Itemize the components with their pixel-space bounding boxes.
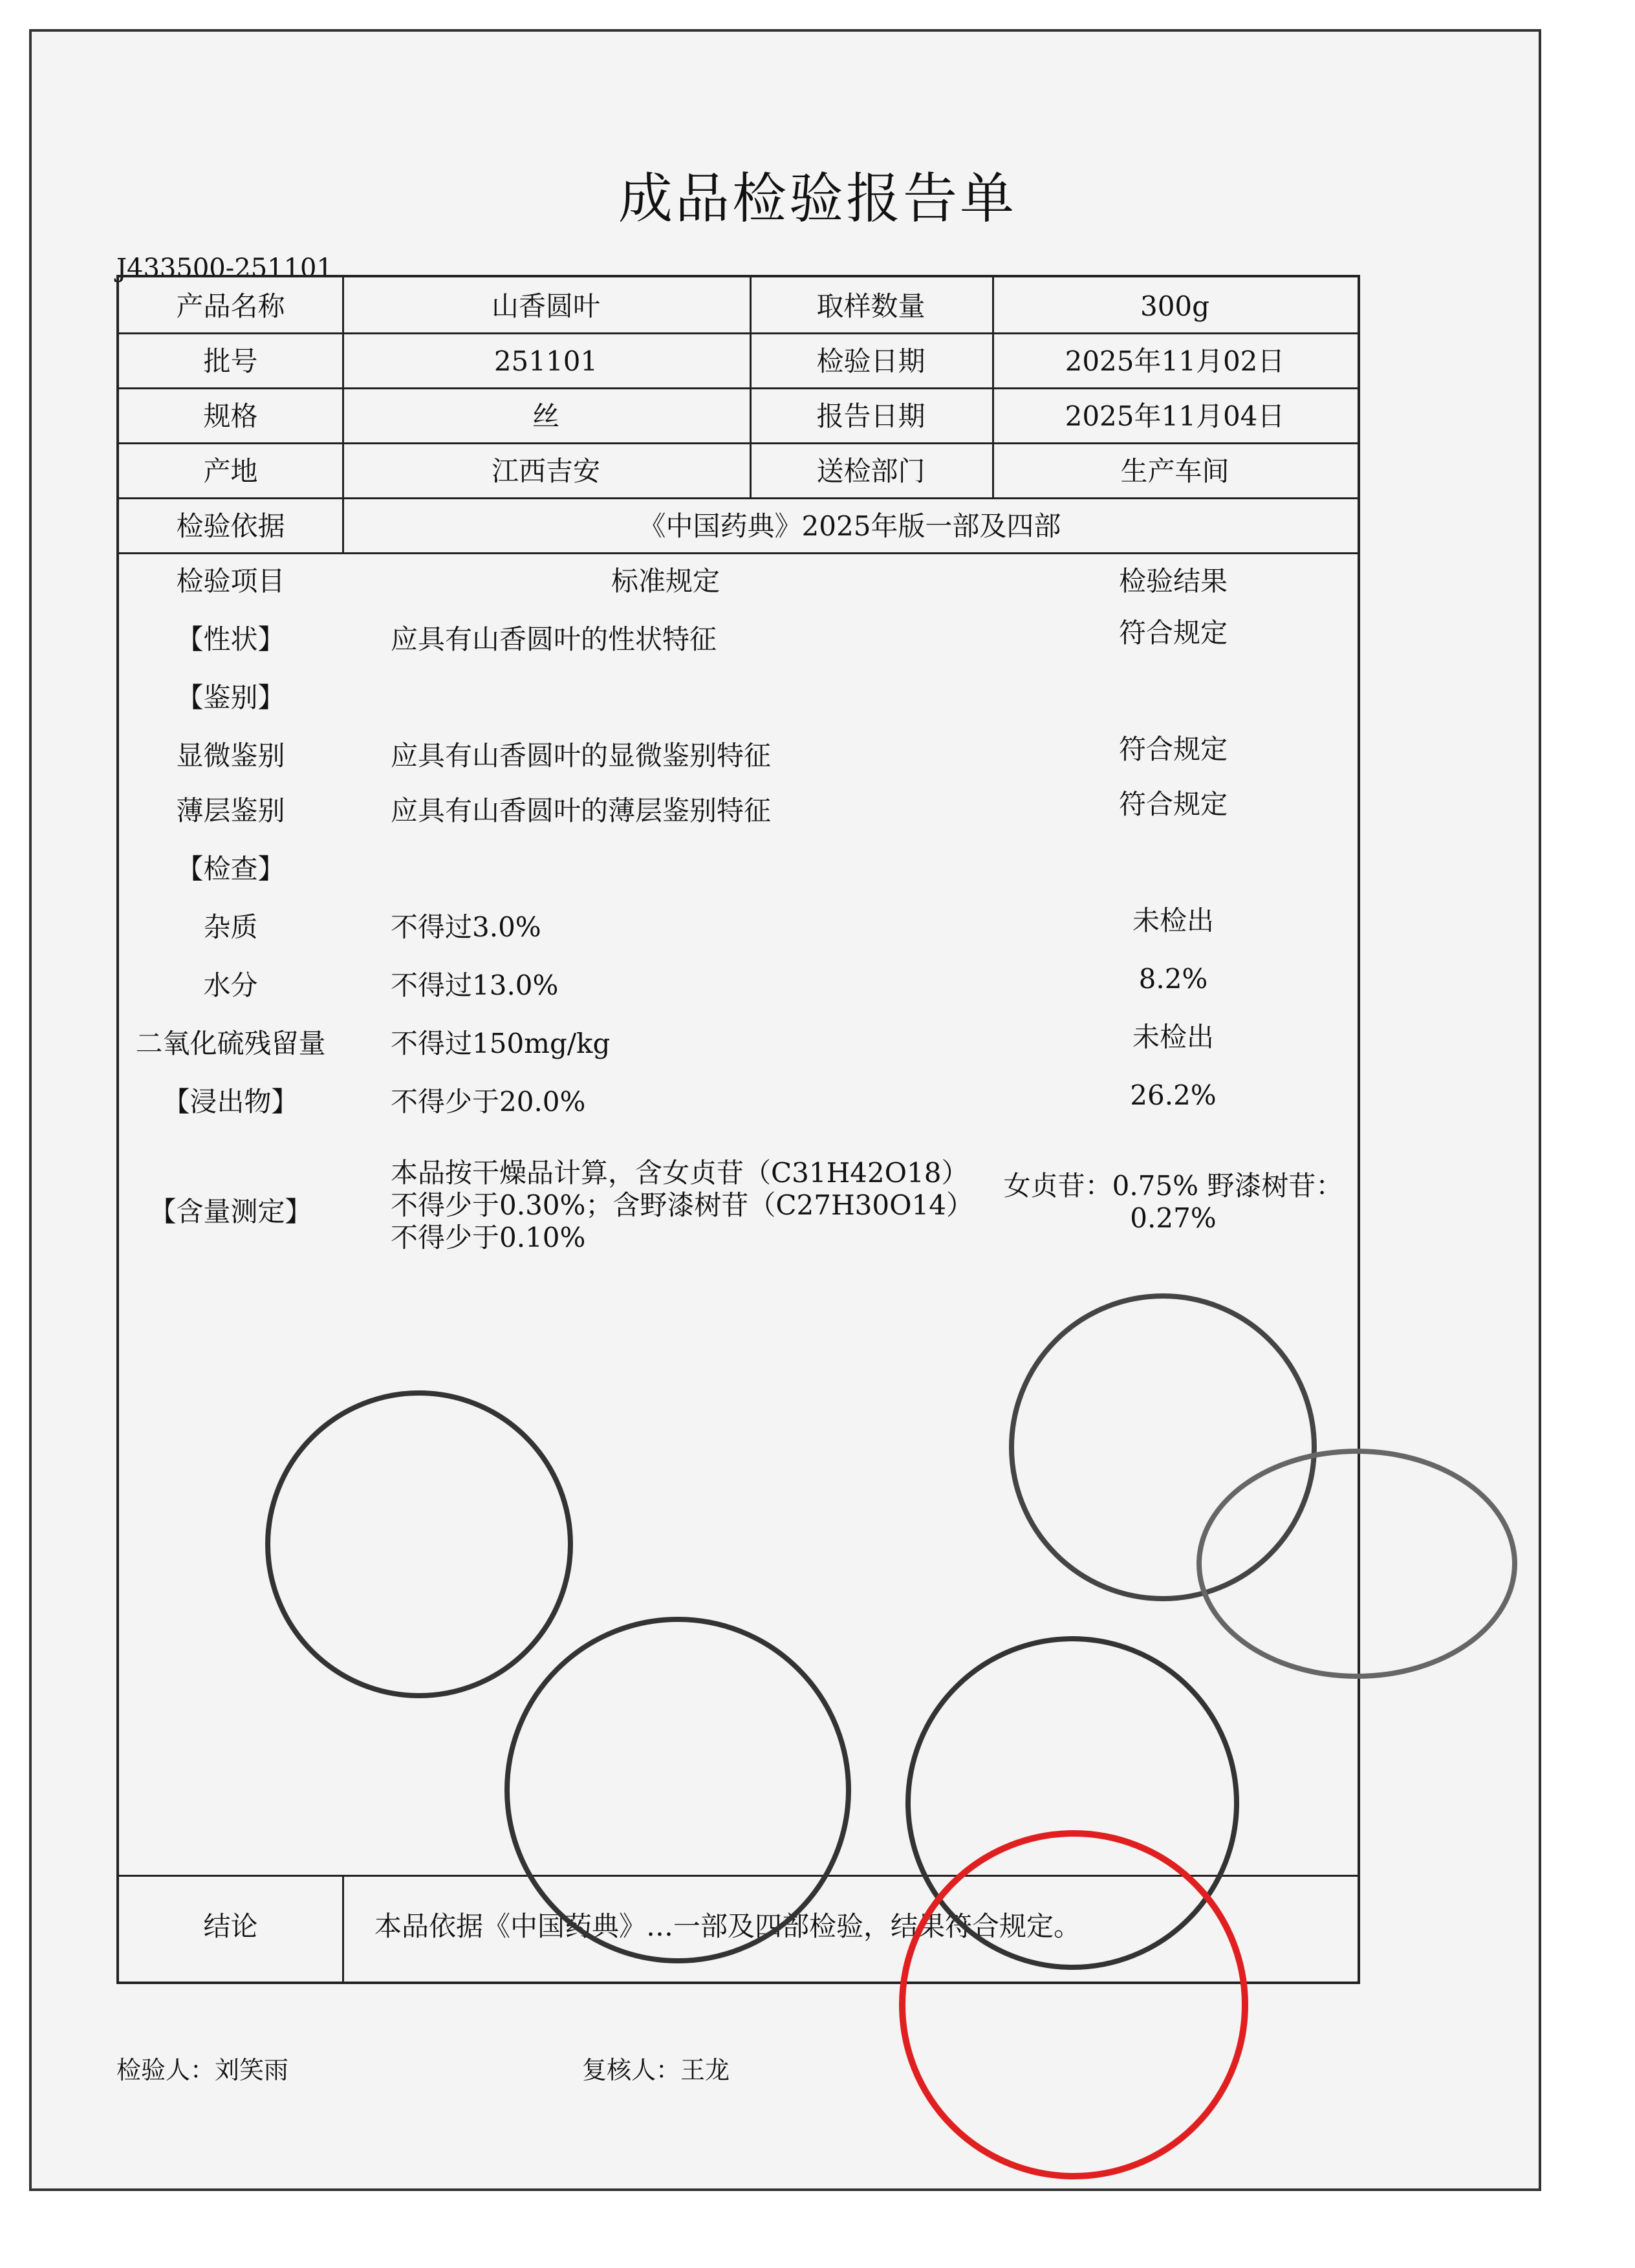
label-inspect-date: 检验日期: [816, 345, 926, 377]
reviewer-name: 王龙: [680, 2056, 730, 2084]
value-product-name: 山香圆叶: [491, 290, 600, 322]
inspector-label: 检验人：: [116, 2056, 215, 2084]
item-name: 薄层鉴别: [176, 795, 285, 826]
label-batch: 批号: [203, 345, 258, 377]
value-dept: 生产车间: [1120, 455, 1229, 487]
doc-number-value: J433500-251101: [116, 254, 333, 283]
item-standard: 应具有山香圆叶的性状特征: [391, 623, 717, 655]
col-item: 检验项目: [176, 565, 285, 597]
inspector: [116, 2050, 288, 2086]
reviewer-label: 复核人：: [582, 2056, 681, 2084]
item-standard: 本品按干燥品计算，含女贞苷（C31H42O18）不得少于0.30%；含野漆树苷（C27H30O14）不得少于0.10%: [391, 1157, 969, 1253]
col-result: 检验结果: [1118, 565, 1228, 597]
qc-dept-seal: [1196, 1449, 1517, 1679]
label-spec: 规格: [203, 400, 258, 432]
conclusion-label: 结论: [203, 1910, 258, 1942]
item-name: 【鉴别】: [176, 682, 285, 713]
value-sample-qty: 300g: [1140, 290, 1210, 322]
label-sample-qty: 取样数量: [816, 290, 926, 322]
item-result: 女贞苷：0.75% 野漆树苷：0.27%: [1003, 1170, 1343, 1234]
item-result: 26.2%: [1130, 1079, 1217, 1111]
item-result: 未检出: [1132, 1021, 1214, 1053]
item-result: 符合规定: [1118, 733, 1228, 765]
value-spec: 丝: [532, 400, 559, 432]
item-standard: 不得过13.0%: [391, 969, 559, 1001]
label-dept: 送检部门: [816, 455, 926, 487]
red-quality-seal: [899, 1830, 1248, 2179]
item-result: 符合规定: [1118, 617, 1228, 649]
item-name: 显微鉴别: [176, 740, 285, 772]
item-name: 【检查】: [176, 853, 285, 885]
reviewer: [582, 2050, 730, 2086]
item-result: 符合规定: [1118, 788, 1228, 820]
label-origin: 产地: [203, 455, 258, 487]
label-basis: 检验依据: [176, 510, 285, 542]
item-standard: 不得少于20.0%: [391, 1086, 586, 1118]
col-standard: 标准规定: [611, 565, 720, 597]
item-standard: 应具有山香圆叶的显微鉴别特征: [391, 740, 772, 772]
item-standard: 应具有山香圆叶的薄层鉴别特征: [391, 795, 772, 826]
company-seal: [265, 1390, 573, 1698]
value-origin: 江西吉安: [491, 455, 600, 487]
item-standard: 不得过3.0%: [391, 911, 541, 943]
item-name: 杂质: [203, 911, 258, 943]
label-product-name: 产品名称: [176, 290, 285, 322]
item-name: 二氧化硫残留量: [135, 1028, 326, 1059]
value-inspect-date: 2025年11月02日: [1065, 345, 1285, 377]
item-standard: 不得过150mg/kg: [391, 1028, 611, 1059]
item-result: 8.2%: [1138, 963, 1208, 995]
item-name: 【含量测定】: [149, 1196, 312, 1227]
item-result: 未检出: [1132, 905, 1214, 936]
value-report-date: 2025年11月04日: [1065, 400, 1285, 432]
inspector-name: 刘笑雨: [215, 2056, 289, 2084]
conclusion-text: 本品依据《中国药典》…一部及四部检验，结果符合规定。: [374, 1910, 1081, 1942]
value-basis: 《中国药典》2025年版一部及四部: [638, 510, 1061, 542]
supplier-seal: [504, 1617, 851, 1963]
page-title: 成品检验报告单: [618, 167, 1017, 230]
item-name: 【性状】: [176, 623, 285, 655]
item-name: 【浸出物】: [162, 1086, 299, 1118]
label-report-date: 报告日期: [816, 400, 926, 432]
item-name: 水分: [203, 969, 258, 1001]
value-batch: 251101: [493, 345, 598, 377]
